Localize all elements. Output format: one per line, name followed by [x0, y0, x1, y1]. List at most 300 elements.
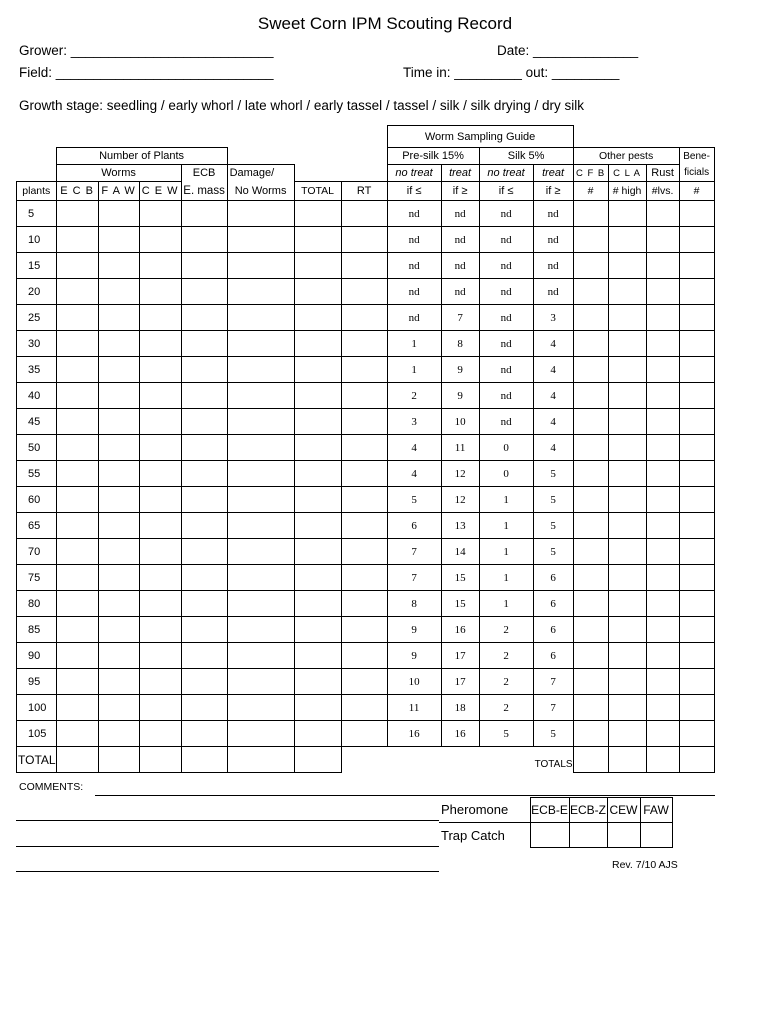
- entry-cell[interactable]: [341, 435, 387, 461]
- pest-total-entry-cell[interactable]: [573, 747, 608, 773]
- table-row: [17, 617, 715, 643]
- guide-threshold-cell: 14: [441, 539, 479, 565]
- entry-cell[interactable]: [573, 383, 608, 409]
- comments-line-1[interactable]: [95, 795, 715, 796]
- entry-cell[interactable]: [646, 513, 679, 539]
- entry-cell[interactable]: [341, 201, 387, 227]
- entry-cell[interactable]: [227, 227, 294, 253]
- pest-total-entry-cell[interactable]: [646, 747, 679, 773]
- guide-threshold-cell: nd: [479, 227, 533, 253]
- guide-threshold-cell: 2: [387, 383, 441, 409]
- entry-cell[interactable]: [294, 227, 341, 253]
- entry-cell[interactable]: [646, 643, 679, 669]
- entry-cell[interactable]: [646, 487, 679, 513]
- total-entry-cell[interactable]: [98, 747, 139, 773]
- entry-cell[interactable]: [56, 487, 98, 513]
- entry-cell[interactable]: [573, 279, 608, 305]
- entry-cell[interactable]: [56, 383, 98, 409]
- guide-threshold-cell: 15: [441, 591, 479, 617]
- entry-cell[interactable]: [646, 695, 679, 721]
- entry-cell[interactable]: [139, 669, 181, 695]
- entry-cell[interactable]: [98, 331, 139, 357]
- entry-cell[interactable]: [181, 721, 227, 747]
- entry-cell[interactable]: [646, 357, 679, 383]
- entry-cell[interactable]: [181, 305, 227, 331]
- table-row: [17, 357, 715, 383]
- guide-threshold-cell: 1: [479, 513, 533, 539]
- entry-cell[interactable]: [56, 201, 98, 227]
- entry-cell[interactable]: [679, 721, 714, 747]
- comments-line-4[interactable]: [16, 871, 439, 872]
- entry-cell[interactable]: [227, 721, 294, 747]
- entry-cell[interactable]: [56, 669, 98, 695]
- entry-cell[interactable]: [679, 513, 714, 539]
- entry-cell[interactable]: [341, 695, 387, 721]
- entry-cell[interactable]: [227, 695, 294, 721]
- total-column-header: TOTAL: [294, 182, 341, 201]
- entry-cell[interactable]: [227, 383, 294, 409]
- entry-cell[interactable]: [139, 227, 181, 253]
- entry-cell[interactable]: [646, 669, 679, 695]
- guide-threshold-cell: 17: [441, 643, 479, 669]
- entry-cell[interactable]: [181, 591, 227, 617]
- presilk-treat-if-ge: if ≥: [441, 182, 479, 201]
- entry-cell[interactable]: [679, 201, 714, 227]
- entry-cell[interactable]: [227, 591, 294, 617]
- guide-threshold-cell: 4: [387, 435, 441, 461]
- guide-threshold-cell: 4: [387, 461, 441, 487]
- entry-cell[interactable]: [56, 409, 98, 435]
- entry-cell[interactable]: [56, 279, 98, 305]
- entry-cell[interactable]: [679, 331, 714, 357]
- plants-count-cell: 50: [17, 435, 57, 461]
- entry-cell[interactable]: [341, 227, 387, 253]
- entry-cell[interactable]: [646, 435, 679, 461]
- entry-cell[interactable]: [98, 721, 139, 747]
- entry-cell[interactable]: [646, 721, 679, 747]
- guide-threshold-cell: 6: [533, 565, 573, 591]
- entry-cell[interactable]: [98, 409, 139, 435]
- entry-cell[interactable]: [56, 643, 98, 669]
- entry-cell[interactable]: [139, 201, 181, 227]
- entry-cell[interactable]: [341, 617, 387, 643]
- entry-cell[interactable]: [608, 253, 646, 279]
- entry-cell[interactable]: [56, 435, 98, 461]
- entry-cell[interactable]: [181, 279, 227, 305]
- entry-cell[interactable]: [573, 513, 608, 539]
- entry-cell[interactable]: [608, 721, 646, 747]
- entry-cell[interactable]: [181, 383, 227, 409]
- entry-cell[interactable]: [181, 643, 227, 669]
- trap-entry-cew[interactable]: [607, 823, 640, 848]
- entry-cell[interactable]: [646, 617, 679, 643]
- guide-threshold-cell: nd: [533, 227, 573, 253]
- entry-cell[interactable]: [139, 305, 181, 331]
- entry-cell[interactable]: [573, 409, 608, 435]
- entry-cell[interactable]: [341, 331, 387, 357]
- guide-threshold-cell: nd: [387, 253, 441, 279]
- entry-cell[interactable]: [98, 669, 139, 695]
- entry-cell[interactable]: [227, 201, 294, 227]
- entry-cell[interactable]: [341, 669, 387, 695]
- date-field[interactable]: Date: ______________: [497, 43, 639, 58]
- entry-cell[interactable]: [98, 435, 139, 461]
- entry-cell[interactable]: [294, 617, 341, 643]
- entry-cell[interactable]: [608, 201, 646, 227]
- entry-cell[interactable]: [679, 279, 714, 305]
- entry-cell[interactable]: [341, 513, 387, 539]
- entry-cell[interactable]: [646, 591, 679, 617]
- comments-line-2[interactable]: [16, 820, 439, 821]
- entry-cell[interactable]: [98, 487, 139, 513]
- entry-cell[interactable]: [181, 253, 227, 279]
- entry-cell[interactable]: [573, 331, 608, 357]
- time-field[interactable]: Time in: _________ out: _________: [403, 65, 620, 80]
- entry-cell[interactable]: [98, 383, 139, 409]
- entry-cell[interactable]: [98, 253, 139, 279]
- entry-cell[interactable]: [294, 539, 341, 565]
- guide-threshold-cell: 16: [441, 617, 479, 643]
- entry-cell[interactable]: [573, 695, 608, 721]
- entry-cell[interactable]: [98, 513, 139, 539]
- total-entry-cell[interactable]: [294, 747, 341, 773]
- entry-cell[interactable]: [98, 305, 139, 331]
- entry-cell[interactable]: [139, 565, 181, 591]
- entry-cell[interactable]: [679, 695, 714, 721]
- entry-cell[interactable]: [98, 461, 139, 487]
- entry-cell[interactable]: [341, 357, 387, 383]
- entry-cell[interactable]: [646, 253, 679, 279]
- grower-field[interactable]: Grower: ___________________________: [19, 43, 274, 58]
- entry-cell[interactable]: [294, 487, 341, 513]
- entry-cell[interactable]: [646, 409, 679, 435]
- entry-cell[interactable]: [679, 357, 714, 383]
- entry-cell[interactable]: [98, 357, 139, 383]
- entry-cell[interactable]: [294, 591, 341, 617]
- entry-cell[interactable]: [679, 539, 714, 565]
- entry-cell[interactable]: [181, 461, 227, 487]
- entry-cell[interactable]: [227, 331, 294, 357]
- rt-column-header: RT: [341, 182, 387, 201]
- entry-cell[interactable]: [679, 565, 714, 591]
- entry-cell[interactable]: [646, 279, 679, 305]
- entry-cell[interactable]: [181, 513, 227, 539]
- trap-col-ecb-e: ECB-E: [530, 798, 569, 823]
- entry-cell[interactable]: [294, 721, 341, 747]
- entry-cell[interactable]: [294, 565, 341, 591]
- entry-cell[interactable]: [679, 227, 714, 253]
- entry-cell[interactable]: [227, 513, 294, 539]
- entry-cell[interactable]: [139, 721, 181, 747]
- entry-cell[interactable]: [679, 305, 714, 331]
- entry-cell[interactable]: [98, 591, 139, 617]
- entry-cell[interactable]: [98, 695, 139, 721]
- entry-cell[interactable]: [573, 435, 608, 461]
- trap-entry-ecb-e[interactable]: [530, 823, 569, 848]
- entry-cell[interactable]: [573, 617, 608, 643]
- entry-cell[interactable]: [56, 695, 98, 721]
- entry-cell[interactable]: [227, 643, 294, 669]
- entry-cell[interactable]: [139, 461, 181, 487]
- entry-cell[interactable]: [139, 331, 181, 357]
- other-pests-header: Other pests: [573, 148, 679, 165]
- guide-threshold-cell: 4: [533, 435, 573, 461]
- entry-cell[interactable]: [227, 409, 294, 435]
- entry-cell[interactable]: [608, 513, 646, 539]
- entry-cell[interactable]: [56, 461, 98, 487]
- entry-cell[interactable]: [573, 227, 608, 253]
- entry-cell[interactable]: [227, 487, 294, 513]
- entry-cell[interactable]: [573, 357, 608, 383]
- entry-cell[interactable]: [227, 357, 294, 383]
- entry-cell[interactable]: [139, 409, 181, 435]
- field-field[interactable]: Field: _____________________________: [19, 65, 274, 80]
- entry-cell[interactable]: [573, 487, 608, 513]
- entry-cell[interactable]: [181, 331, 227, 357]
- entry-cell[interactable]: [56, 565, 98, 591]
- entry-cell[interactable]: [573, 643, 608, 669]
- guide-threshold-cell: 6: [533, 617, 573, 643]
- entry-cell[interactable]: [56, 357, 98, 383]
- entry-cell[interactable]: [227, 617, 294, 643]
- entry-cell[interactable]: [608, 539, 646, 565]
- guide-threshold-cell: nd: [441, 279, 479, 305]
- entry-cell[interactable]: [294, 695, 341, 721]
- entry-cell[interactable]: [294, 669, 341, 695]
- entry-cell[interactable]: [181, 201, 227, 227]
- entry-cell[interactable]: [341, 643, 387, 669]
- guide-threshold-cell: nd: [479, 331, 533, 357]
- no-worms-column-header: No Worms: [227, 182, 294, 201]
- entry-cell[interactable]: [181, 435, 227, 461]
- guide-threshold-cell: 2: [479, 617, 533, 643]
- entry-cell[interactable]: [679, 435, 714, 461]
- entry-cell[interactable]: [139, 617, 181, 643]
- table-row: [17, 539, 715, 565]
- entry-cell[interactable]: [294, 383, 341, 409]
- entry-cell[interactable]: [56, 539, 98, 565]
- entry-cell[interactable]: [181, 357, 227, 383]
- entry-cell[interactable]: [139, 513, 181, 539]
- entry-cell[interactable]: [139, 357, 181, 383]
- entry-cell[interactable]: [341, 461, 387, 487]
- entry-cell[interactable]: [679, 669, 714, 695]
- guide-threshold-cell: 1: [479, 539, 533, 565]
- entry-cell[interactable]: [227, 305, 294, 331]
- entry-cell[interactable]: [294, 253, 341, 279]
- guide-threshold-cell: 1: [479, 591, 533, 617]
- entry-cell[interactable]: [98, 279, 139, 305]
- entry-cell[interactable]: [573, 669, 608, 695]
- entry-cell[interactable]: [608, 331, 646, 357]
- entry-cell[interactable]: [227, 435, 294, 461]
- entry-cell[interactable]: [679, 643, 714, 669]
- entry-cell[interactable]: [56, 721, 98, 747]
- entry-cell[interactable]: [341, 409, 387, 435]
- entry-cell[interactable]: [98, 227, 139, 253]
- beneficials-header-top: Bene-: [679, 148, 714, 165]
- trap-col-cew: CEW: [607, 798, 640, 823]
- entry-cell[interactable]: [608, 383, 646, 409]
- entry-cell[interactable]: [181, 695, 227, 721]
- entry-cell[interactable]: [139, 253, 181, 279]
- entry-cell[interactable]: [98, 539, 139, 565]
- entry-cell[interactable]: [679, 487, 714, 513]
- entry-cell[interactable]: [646, 539, 679, 565]
- entry-cell[interactable]: [294, 201, 341, 227]
- entry-cell[interactable]: [294, 461, 341, 487]
- entry-cell[interactable]: [139, 695, 181, 721]
- entry-cell[interactable]: [341, 487, 387, 513]
- entry-cell[interactable]: [608, 279, 646, 305]
- trap-entry-ecb-z[interactable]: [569, 823, 607, 848]
- entry-cell[interactable]: [56, 617, 98, 643]
- entry-cell[interactable]: [56, 227, 98, 253]
- guide-threshold-cell: nd: [387, 279, 441, 305]
- comments-line-3[interactable]: [16, 846, 439, 847]
- entry-cell[interactable]: [679, 409, 714, 435]
- entry-cell[interactable]: [98, 565, 139, 591]
- entry-cell[interactable]: [56, 305, 98, 331]
- guide-threshold-cell: 6: [387, 513, 441, 539]
- entry-cell[interactable]: [608, 617, 646, 643]
- entry-cell[interactable]: [646, 565, 679, 591]
- total-entry-cell[interactable]: [56, 747, 98, 773]
- entry-cell[interactable]: [56, 513, 98, 539]
- entry-cell[interactable]: [646, 201, 679, 227]
- entry-cell[interactable]: [608, 643, 646, 669]
- table-row: [17, 695, 715, 721]
- entry-cell[interactable]: [608, 227, 646, 253]
- entry-cell[interactable]: [341, 591, 387, 617]
- entry-cell[interactable]: [227, 279, 294, 305]
- entry-cell[interactable]: [679, 617, 714, 643]
- entry-cell[interactable]: [573, 721, 608, 747]
- entry-cell[interactable]: [608, 461, 646, 487]
- entry-cell[interactable]: [227, 253, 294, 279]
- entry-cell[interactable]: [227, 565, 294, 591]
- entry-cell[interactable]: [608, 591, 646, 617]
- entry-cell[interactable]: [56, 253, 98, 279]
- entry-cell[interactable]: [181, 487, 227, 513]
- entry-cell[interactable]: [294, 279, 341, 305]
- entry-cell[interactable]: [294, 435, 341, 461]
- guide-threshold-cell: 2: [479, 643, 533, 669]
- entry-cell[interactable]: [573, 591, 608, 617]
- entry-cell[interactable]: [227, 461, 294, 487]
- entry-cell[interactable]: [341, 383, 387, 409]
- entry-cell[interactable]: [679, 383, 714, 409]
- entry-cell[interactable]: [608, 487, 646, 513]
- entry-cell[interactable]: [573, 305, 608, 331]
- entry-cell[interactable]: [679, 253, 714, 279]
- plants-count-cell: 95: [17, 669, 57, 695]
- guide-threshold-cell: nd: [479, 357, 533, 383]
- entry-cell[interactable]: [98, 617, 139, 643]
- entry-cell[interactable]: [608, 565, 646, 591]
- guide-threshold-cell: 1: [479, 565, 533, 591]
- pest-total-entry-cell[interactable]: [679, 747, 714, 773]
- entry-cell[interactable]: [227, 669, 294, 695]
- entry-cell[interactable]: [227, 539, 294, 565]
- entry-cell[interactable]: [341, 539, 387, 565]
- entry-cell[interactable]: [646, 331, 679, 357]
- total-entry-cell[interactable]: [139, 747, 181, 773]
- silk-header: Silk 5%: [479, 148, 573, 165]
- entry-cell[interactable]: [341, 721, 387, 747]
- entry-cell[interactable]: [56, 591, 98, 617]
- entry-cell[interactable]: [341, 305, 387, 331]
- entry-cell[interactable]: [646, 461, 679, 487]
- entry-cell[interactable]: [294, 331, 341, 357]
- entry-cell[interactable]: [608, 357, 646, 383]
- trap-entry-faw[interactable]: [640, 823, 672, 848]
- entry-cell[interactable]: [181, 539, 227, 565]
- entry-cell[interactable]: [608, 669, 646, 695]
- pest-total-entry-cell[interactable]: [608, 747, 646, 773]
- entry-cell[interactable]: [181, 409, 227, 435]
- entry-cell[interactable]: [181, 227, 227, 253]
- plants-count-cell: 45: [17, 409, 57, 435]
- ecb-header: ECB: [181, 165, 227, 182]
- entry-cell[interactable]: [294, 643, 341, 669]
- entry-cell[interactable]: [608, 435, 646, 461]
- entry-cell[interactable]: [98, 643, 139, 669]
- total-entry-cell[interactable]: [227, 747, 294, 773]
- entry-cell[interactable]: [573, 461, 608, 487]
- guide-threshold-cell: 9: [387, 643, 441, 669]
- entry-cell[interactable]: [679, 461, 714, 487]
- entry-cell[interactable]: [139, 643, 181, 669]
- entry-cell[interactable]: [139, 383, 181, 409]
- entry-cell[interactable]: [56, 331, 98, 357]
- entry-cell[interactable]: [181, 565, 227, 591]
- entry-cell[interactable]: [139, 539, 181, 565]
- plants-count-cell: 80: [17, 591, 57, 617]
- entry-cell[interactable]: [679, 591, 714, 617]
- entry-cell[interactable]: [573, 201, 608, 227]
- entry-cell[interactable]: [98, 201, 139, 227]
- entry-cell[interactable]: [139, 279, 181, 305]
- entry-cell[interactable]: [646, 305, 679, 331]
- entry-cell[interactable]: [608, 409, 646, 435]
- entry-cell[interactable]: [139, 487, 181, 513]
- entry-cell[interactable]: [294, 513, 341, 539]
- entry-cell[interactable]: [341, 279, 387, 305]
- entry-cell[interactable]: [608, 305, 646, 331]
- total-entry-cell[interactable]: [181, 747, 227, 773]
- guide-threshold-cell: 4: [533, 409, 573, 435]
- entry-cell[interactable]: [573, 253, 608, 279]
- entry-cell[interactable]: [294, 305, 341, 331]
- entry-cell[interactable]: [181, 669, 227, 695]
- entry-cell[interactable]: [608, 695, 646, 721]
- entry-cell[interactable]: [646, 227, 679, 253]
- entry-cell[interactable]: [646, 383, 679, 409]
- guide-threshold-cell: 5: [387, 487, 441, 513]
- entry-cell[interactable]: [573, 565, 608, 591]
- entry-cell[interactable]: [341, 253, 387, 279]
- entry-cell[interactable]: [294, 357, 341, 383]
- entry-cell[interactable]: [139, 591, 181, 617]
- entry-cell[interactable]: [341, 565, 387, 591]
- entry-cell[interactable]: [573, 539, 608, 565]
- entry-cell[interactable]: [294, 409, 341, 435]
- entry-cell[interactable]: [181, 617, 227, 643]
- entry-cell[interactable]: [139, 435, 181, 461]
- cfb-count-header: #: [573, 182, 608, 201]
- guide-threshold-cell: 5: [533, 487, 573, 513]
